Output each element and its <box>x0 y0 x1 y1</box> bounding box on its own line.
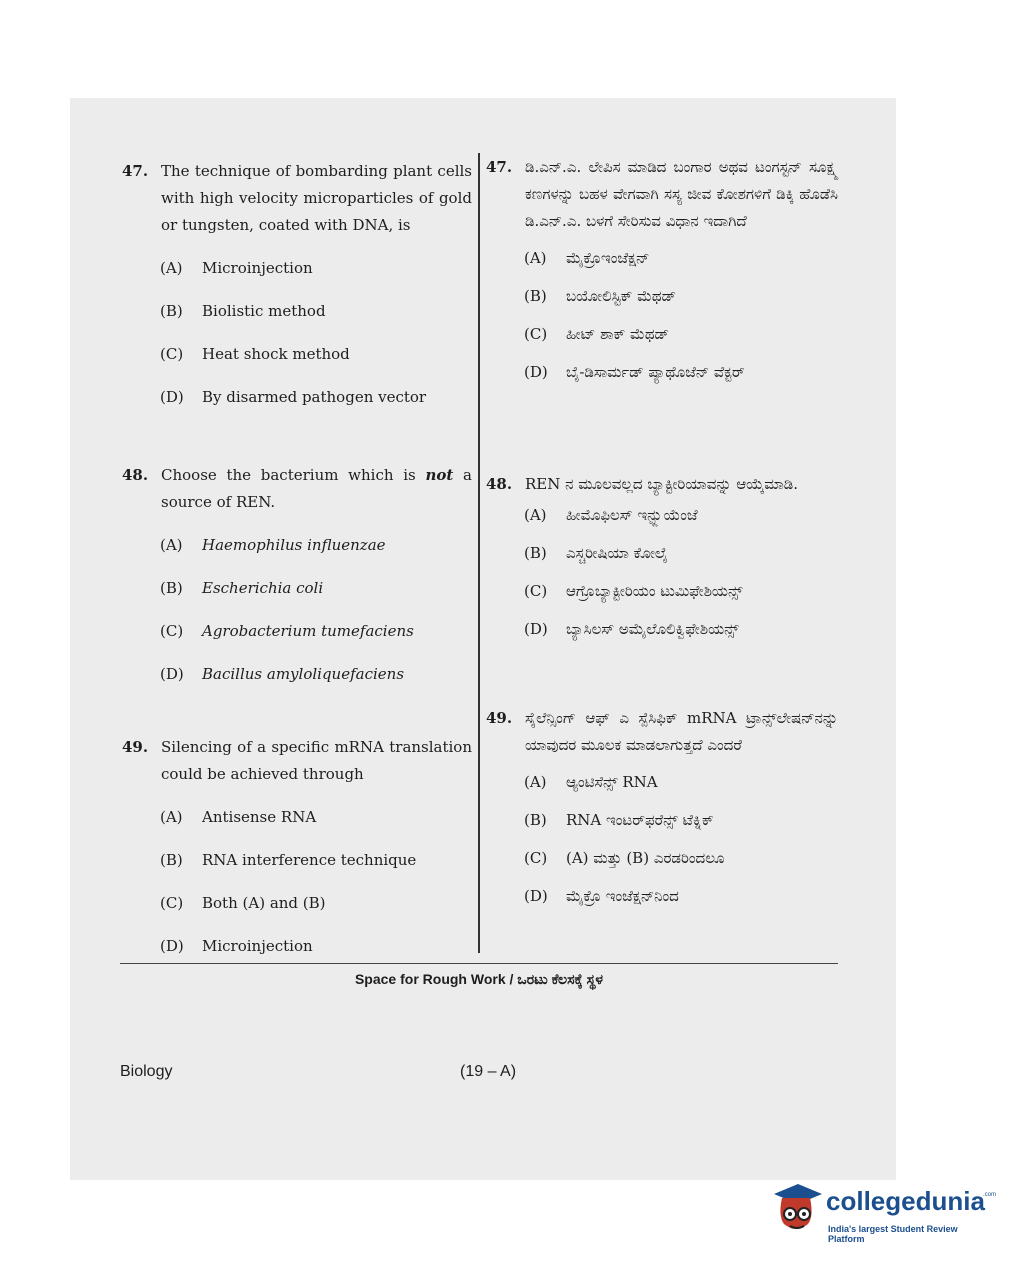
question-number: 48. <box>486 475 513 493</box>
option-c: (C) Heat shock method <box>160 345 350 363</box>
collegedunia-watermark <box>768 1180 997 1250</box>
question-number: 49. <box>486 709 513 727</box>
option-a: (A) ಮೈಕ್ರೊಇಂಜೆಕ್ಷನ್ <box>524 249 650 267</box>
mascot-logo-icon <box>768 1180 824 1240</box>
option-d: (D) Microinjection <box>160 937 313 955</box>
option-d: (D) ಮೈಕ್ರೊ ಇಂಜೆಕ್ಷನ್‌ನಿಂದ <box>524 887 679 905</box>
option-a: (A) ಆ್ಯಂಟಿಸೆನ್ಸ್ RNA <box>524 773 658 791</box>
question-text: ಡಿ.ಎನ್.ಎ. ಲೇಪಿಸ ಮಾಡಿದ ಬಂಗಾರ ಅಥವ ಟಂಗಸ್ಟನ್ ಸೂಕ್ಷ್ಮ ಕಣಗಳನ್ನು ಬಹಳ ವೇಗವಾಗಿ ಸಸ್ಯ ಜೀವ ಕೋಶಗಳಿಗೆ ಡಿಕ್ಕಿ ಹೊಡೆಸಿ ಡಿ.ಎನ್.ಎ. ಬಳಗೆ ಸೇರಿಸುವ ವಿಧಾನ ಇದಾಗಿದೆ <box>525 158 838 230</box>
option-c: (C) Agrobacterium tumefaciens <box>160 622 414 640</box>
option-c: (C) (A) ಮತ್ತು (B) ಎರಡರಿಂದಲೂ <box>524 849 725 867</box>
question-47-en <box>122 158 472 427</box>
question-47-kn <box>486 154 838 397</box>
option-d: (D) By disarmed pathogen vector <box>160 388 427 406</box>
option-c: (C) Both (A) and (B) <box>160 894 326 912</box>
footer-rule <box>120 963 838 964</box>
rough-work-label: Space for Rough Work / ಒರಟು ಕೆಲಸಕ್ಕೆ ಸ್ಥಳ <box>354 971 604 987</box>
question-text: Choose the bacterium which is not a source of REN. <box>161 466 472 511</box>
question-text: REN ನ ಮೂಲವಲ್ಲದ ಬ್ಯಾಕ್ಟೀರಿಯಾವನ್ನು ಆಯ್ಕೆಮಾಡಿ. <box>525 475 799 493</box>
question-text: Silencing of a specific mRNA translation could be achieved through <box>161 738 472 783</box>
option-d: (D) Bacillus amyloliquefaciens <box>160 665 405 683</box>
option-b: (B) Escherichia coli <box>160 579 324 597</box>
question-text: The technique of bombarding plant cells with high velocity microparticles of gold or tungsten, coated with DNA, is <box>161 162 472 234</box>
option-b: (B) RNA interference technique <box>160 851 417 869</box>
option-b: (B) RNA ಇಂಟರ್‌ಫರೆನ್ಸ್ ಟೆಕ್ನಿಕ್ <box>524 811 714 829</box>
option-b: (B) Biolistic method <box>160 302 326 320</box>
question-number: 49. <box>122 738 149 756</box>
question-49-kn <box>486 705 838 921</box>
english-column <box>122 158 472 955</box>
option-c: (C) ಹೀಟ್ ಶಾಕ್ ಮೆಥಡ್ <box>524 325 669 343</box>
question-48-en <box>122 462 472 704</box>
question-number: 47. <box>486 158 513 176</box>
question-49-en <box>122 734 472 976</box>
option-b: (B) ಎಸ್ಚರೀಷಿಯಾ ಕೋಲೈ <box>524 544 668 562</box>
kannada-column <box>486 154 838 905</box>
option-d: (D) ಬ್ಯಾಸಿಲಸ್ ಅಮೈಲೊಲಿಕ್ವಿಫೇಶಿಯನ್ಸ್ <box>524 620 739 638</box>
question-48-kn <box>486 471 838 654</box>
page-number: (19 – A) <box>460 1063 517 1080</box>
question-number: 48. <box>122 466 149 484</box>
option-c: (C) ಆಗ್ರೊಬ್ಯಾಕ್ಟೀರಿಯಂ ಟುಮಿಫೇಶಿಯನ್ಸ್ <box>524 582 743 600</box>
question-number: 47. <box>122 162 149 180</box>
column-divider <box>478 153 480 953</box>
brand-domain: .com <box>983 1192 997 1198</box>
question-text: ಸೈಲೆನ್ಸಿಂಗ್ ಆಫ್ ಎ ಸ್ಪೆಸಿಫಿಕ್ mRNA ಟ್ರಾನ್ಸ್‌ಲೇಷನ್‌ನನ್ನು ಯಾವುದರ ಮೂಲಕ ಮಾಡಲಾಗುತ್ತದೆ ಎಂದರೆ <box>525 709 838 754</box>
option-a: (A) Microinjection <box>160 259 313 277</box>
subject-label: Biology <box>120 1063 173 1080</box>
brand-name: collegedunia <box>826 1186 985 1216</box>
option-a: (A) ಹೀಮೊಫಿಲಸ್ ಇನ್ಫ್ಲುಯೆಂಜೆ <box>524 506 698 524</box>
option-a: (A) Haemophilus influenzae <box>160 536 386 554</box>
option-b: (B) ಬಯೋಲಿಸ್ಟಿಕ್ ಮೆಥಡ್ <box>524 287 677 305</box>
option-d: (D) ಬೈ-ಡಿಸಾರ್ಮಡ್ ಪ್ಯಾಥೊಜೆನ್ ವೆಕ್ಟರ್ <box>524 363 745 381</box>
brand-tagline: India's largest Student Review Platform <box>828 1224 958 1244</box>
option-a: (A) Antisense RNA <box>160 808 317 826</box>
